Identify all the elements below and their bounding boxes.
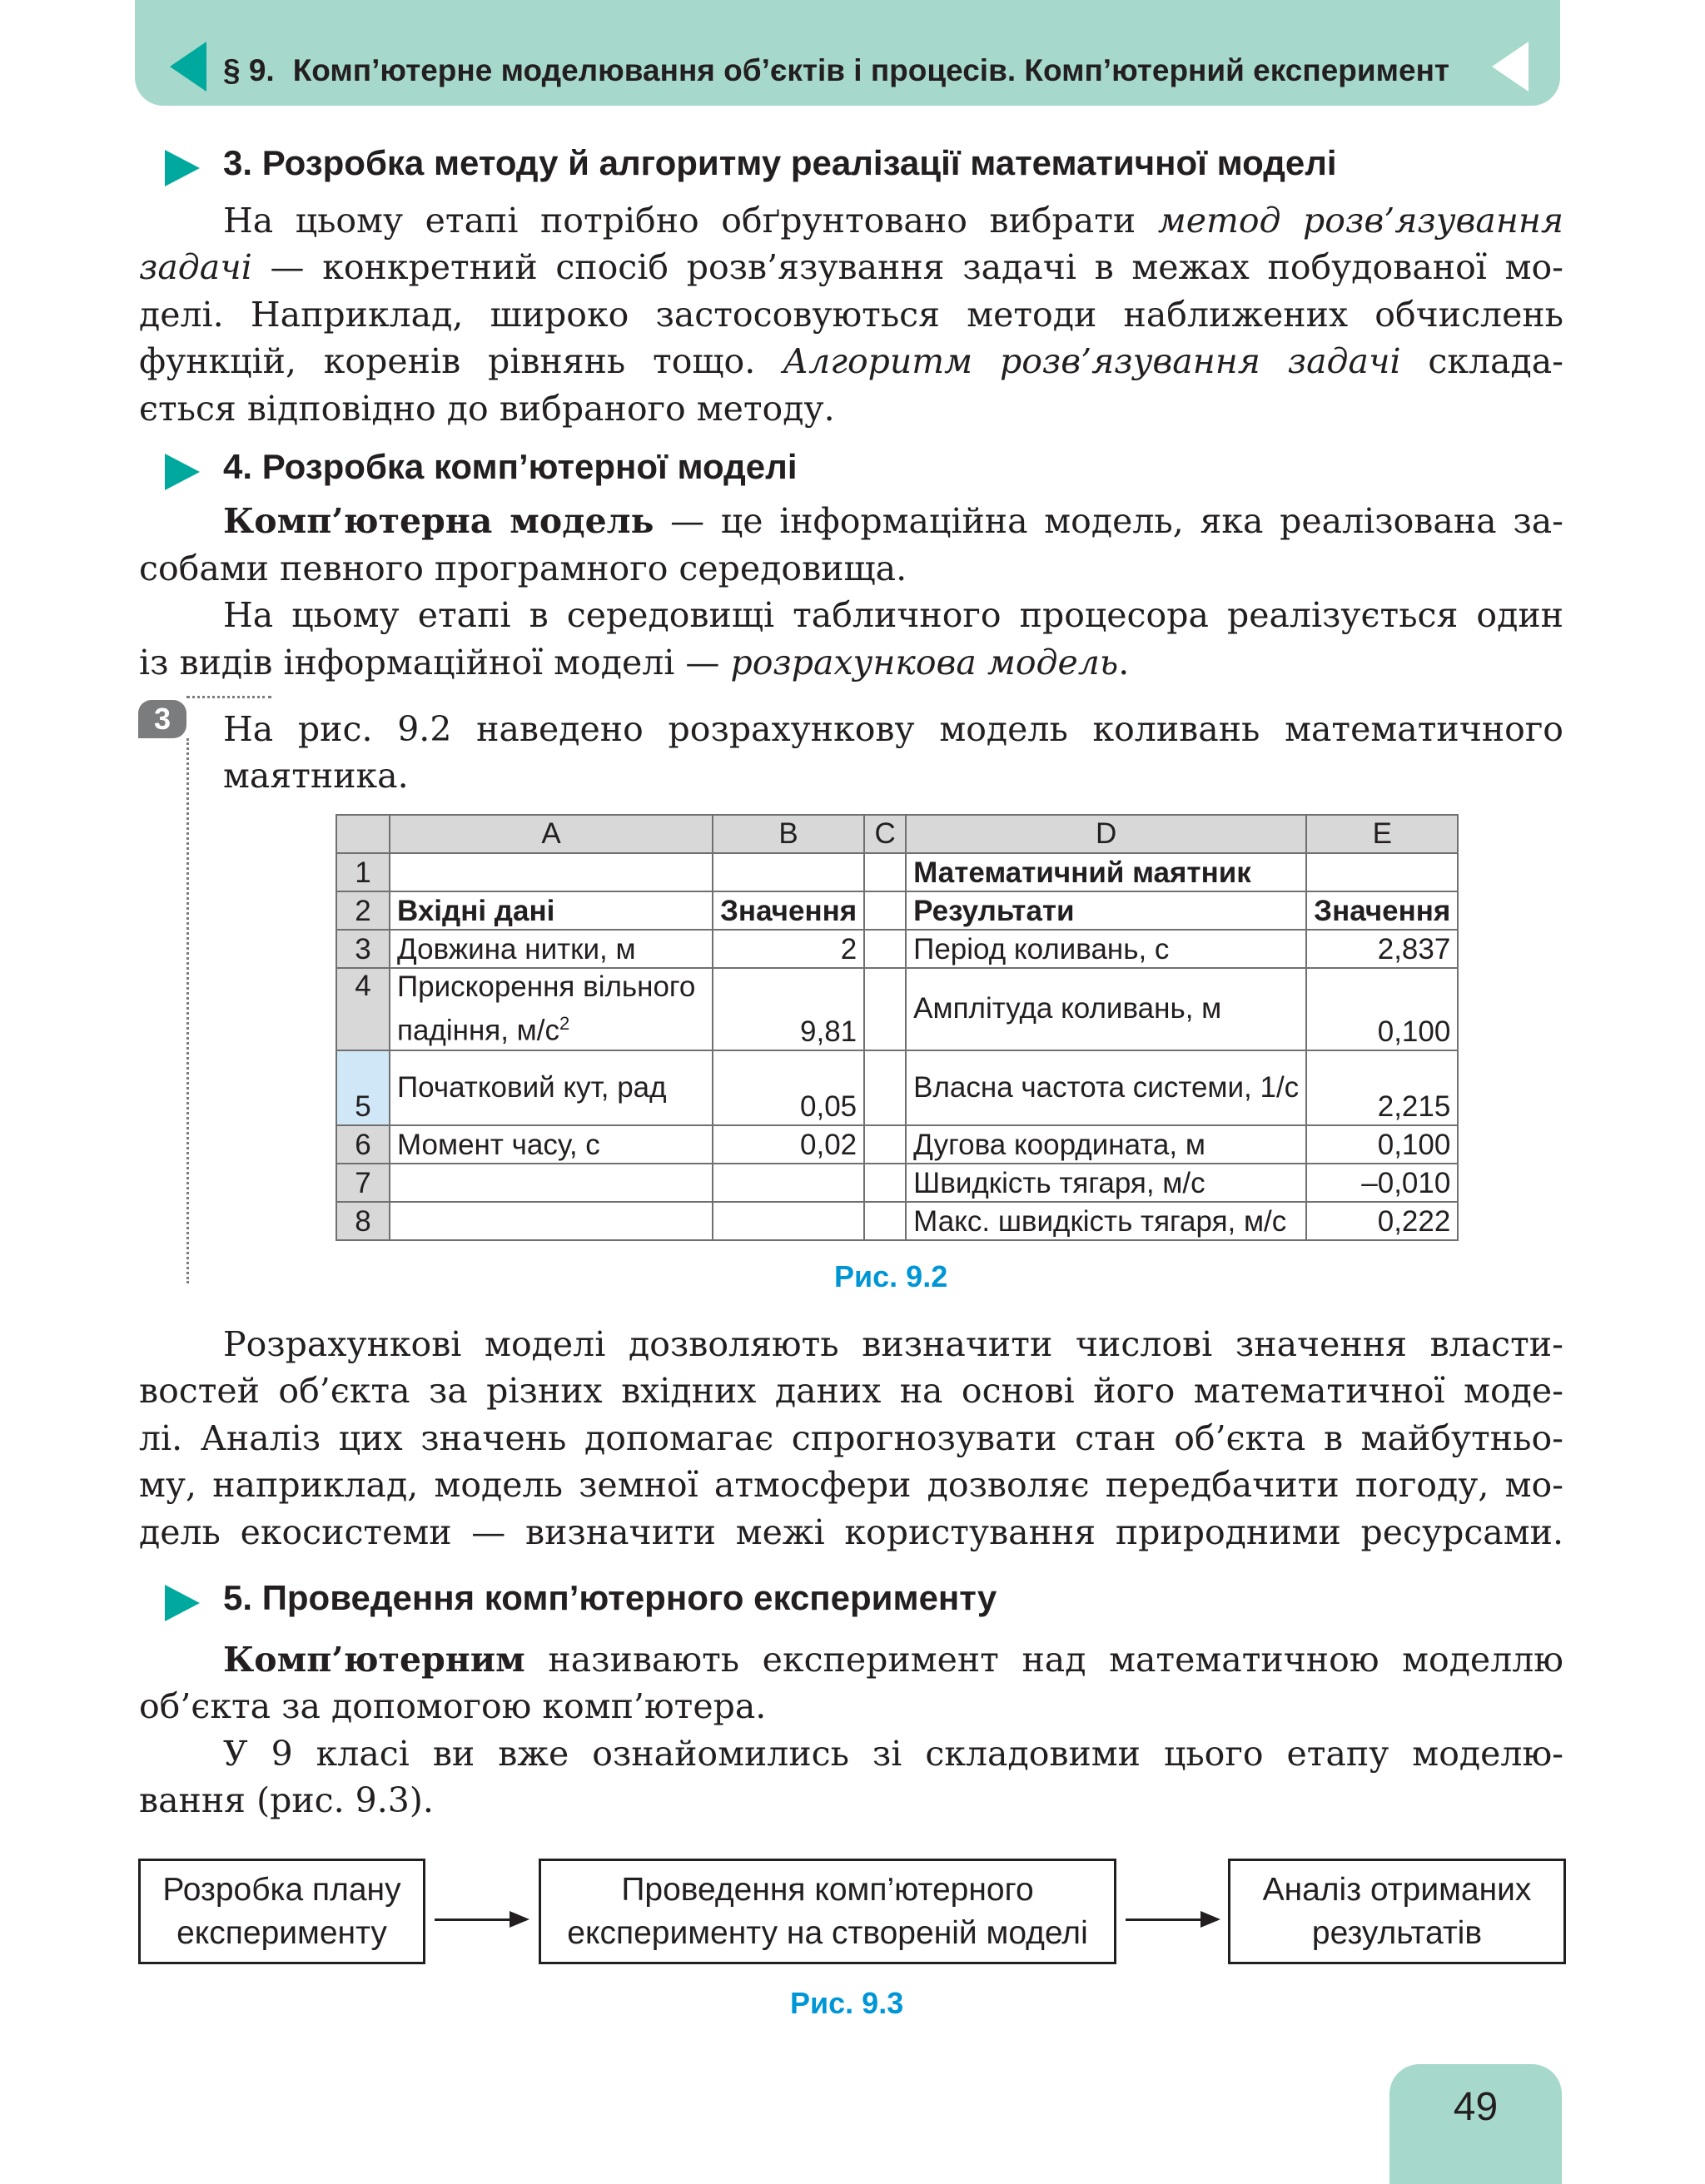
column-header[interactable]: B [713,815,864,853]
cell[interactable] [713,1164,864,1202]
paragraph-line: востей об’єкта за різних вхідних даних на основі його математичної моде- [139,1371,1563,1411]
column-header[interactable]: D [906,815,1306,853]
definition-line: об’єкта за допомогою комп’ютера. [139,1686,767,1726]
cell[interactable]: Початковий кут, рад [390,1050,713,1125]
corner-cell[interactable] [336,815,390,853]
cell[interactable]: 0,222 [1306,1202,1458,1240]
cell[interactable]: 2,837 [1306,930,1458,968]
paragraph-line: му, наприклад, модель земної атмосфери дозволяє передбачити погоду, мо- [139,1465,1563,1505]
cell[interactable]: 2,215 [1306,1050,1458,1125]
paragraph-line: ється відповідно до вибраного методу. [139,389,835,429]
paragraph-line: дель екосистеми — визначити межі користування природними ресурсами. [139,1512,1563,1552]
column-header-row [336,815,1458,853]
paragraph-line: делі. Наприклад, широко застосовуються методи наближених обчислень [139,295,1563,335]
cell[interactable] [864,968,906,1050]
page-number: 49 [1453,2085,1499,2129]
example-line: маятника. [223,756,409,796]
defined-term: Комп’ютерним [223,1640,525,1680]
table-row [336,930,1458,968]
definition-line: Комп’ютерним називають експеримент над математичною моделлю [223,1640,1563,1680]
row-header[interactable]: 4 [336,968,390,1050]
cell[interactable]: 0,02 [713,1125,864,1164]
cell[interactable]: Макс. швидкість тягаря, м/с [906,1202,1306,1240]
definition-line: Комп’ютерна модель — це інформаційна модель, яка реалізована за- [223,501,1563,541]
cell[interactable]: Математичний маятник [906,853,1306,891]
cell[interactable]: 9,81 [713,968,864,1050]
cell[interactable]: Вхідні дані [390,891,713,930]
figure-caption: Рис. 9.3 [790,1986,904,2020]
paragraph-line: лі. Аналіз цих значень допомагає спрогнозувати стан об’єкта в майбутньо- [139,1418,1563,1458]
paragraph-line: задачі — конкретний спосіб розв’язування задачі в межах побудованої мо- [139,247,1563,287]
figure-caption: Рис. 9.2 [834,1259,948,1293]
cell[interactable] [864,1164,906,1202]
cell[interactable] [1306,853,1458,891]
table-row [336,891,1458,930]
cell[interactable]: Довжина нитки, м [390,930,713,968]
paragraph-line: На цьому етапі в середовищі табличного процесора реалізується один [223,595,1563,635]
table-row [336,1050,1458,1125]
paragraph-line: із видів інформаційної моделі — розрахункова модель. [139,643,1130,682]
cell[interactable]: Дугова координата, м [906,1125,1306,1164]
definition-line: собами певного програмного середовища. [139,548,907,588]
right-arrow-icon [1126,1918,1217,1921]
example-marker: 3 [138,700,186,738]
marker-divider [186,696,271,698]
diagram-box-analysis: Аналіз отриманих результатів [1228,1859,1566,1964]
row-header[interactable]: 2 [336,891,390,930]
cell[interactable]: –0,010 [1306,1164,1458,1202]
section-title: Комп’ютерне моделювання об’єктів і процесів. Комп’ютерний експеримент [292,53,1450,87]
cell[interactable]: 0,05 [713,1050,864,1125]
cell[interactable]: Власна частота системи, 1/с [906,1050,1306,1125]
paragraph-line: вання (рис. 9.3). [139,1780,434,1820]
table-row [336,968,1458,1050]
section-number: § 9. [223,53,275,87]
defined-term: Комп’ютерна модель [223,501,654,541]
table-row [336,1164,1458,1202]
cell[interactable] [864,930,906,968]
cell[interactable]: Момент часу, с [390,1125,713,1164]
paragraph-line: Розрахункові моделі дозволяють визначити числові значення власти- [223,1324,1563,1364]
cell[interactable] [390,853,713,891]
cell[interactable] [713,853,864,891]
cell[interactable]: Швидкість тягаря, м/с [906,1164,1306,1202]
row-header[interactable]: 7 [336,1164,390,1202]
cell[interactable] [390,1202,713,1240]
marker-rule [186,738,189,1283]
forward-triangle-icon [1492,42,1529,92]
cell[interactable] [864,891,906,930]
table-row [336,853,1458,891]
cell[interactable] [390,1164,713,1202]
column-header[interactable]: A [390,815,713,853]
cell[interactable] [864,1202,906,1240]
row-header[interactable]: 8 [336,1202,390,1240]
chapter-header [135,0,1560,106]
table-row [336,1125,1458,1164]
diagram-box-experiment: Проведення комп’ютерного експерименту на створеній моделі [539,1859,1116,1964]
cell[interactable]: 0,100 [1306,1125,1458,1164]
play-triangle-icon [165,1585,200,1621]
row-header[interactable]: 6 [336,1125,390,1164]
cell[interactable] [713,1202,864,1240]
cell[interactable] [864,1125,906,1164]
paragraph-line: функцій, коренів рівнянь тощо. Алгоритм розв’язування задачі склада- [139,341,1563,381]
cell[interactable]: Період коливань, с [906,930,1306,968]
column-header[interactable]: E [1306,815,1458,853]
row-header[interactable]: 1 [336,853,390,891]
paragraph-line: На цьому етапі потрібно обґрунтовано вибрати метод розв’язування [223,201,1563,241]
play-triangle-icon [165,150,200,186]
cell[interactable] [864,1050,906,1125]
cell[interactable]: Значення [1306,891,1458,930]
table-row [336,1202,1458,1240]
play-triangle-icon [165,454,200,490]
cell[interactable]: 0,100 [1306,968,1458,1050]
row-header[interactable]: 3 [336,930,390,968]
page-number-tab [1389,2064,1562,2184]
cell[interactable]: Результати [906,891,1306,930]
cell[interactable]: Прискорення вільного падіння, $м/с^2$ [390,968,713,1050]
cell[interactable]: Амплітуда коливань, м [906,968,1306,1050]
paragraph-line: У 9 класі ви вже ознайомились зі складовими цього етапу моделю- [223,1734,1563,1774]
column-header[interactable]: C [864,815,906,853]
right-arrow-icon [435,1918,526,1921]
row-header[interactable]: 5 [336,1050,390,1125]
pendulum-spreadsheet [336,814,1459,1241]
cell[interactable] [864,853,906,891]
cell[interactable]: 2 [713,930,864,968]
diagram-box-plan: Розробка плану експерименту [138,1859,425,1964]
cell[interactable]: Значення [713,891,864,930]
chapter-title [223,53,1449,88]
example-line: На рис. 9.2 наведено розрахункову модель коливань математичного [223,709,1563,749]
back-triangle-icon [170,42,206,92]
